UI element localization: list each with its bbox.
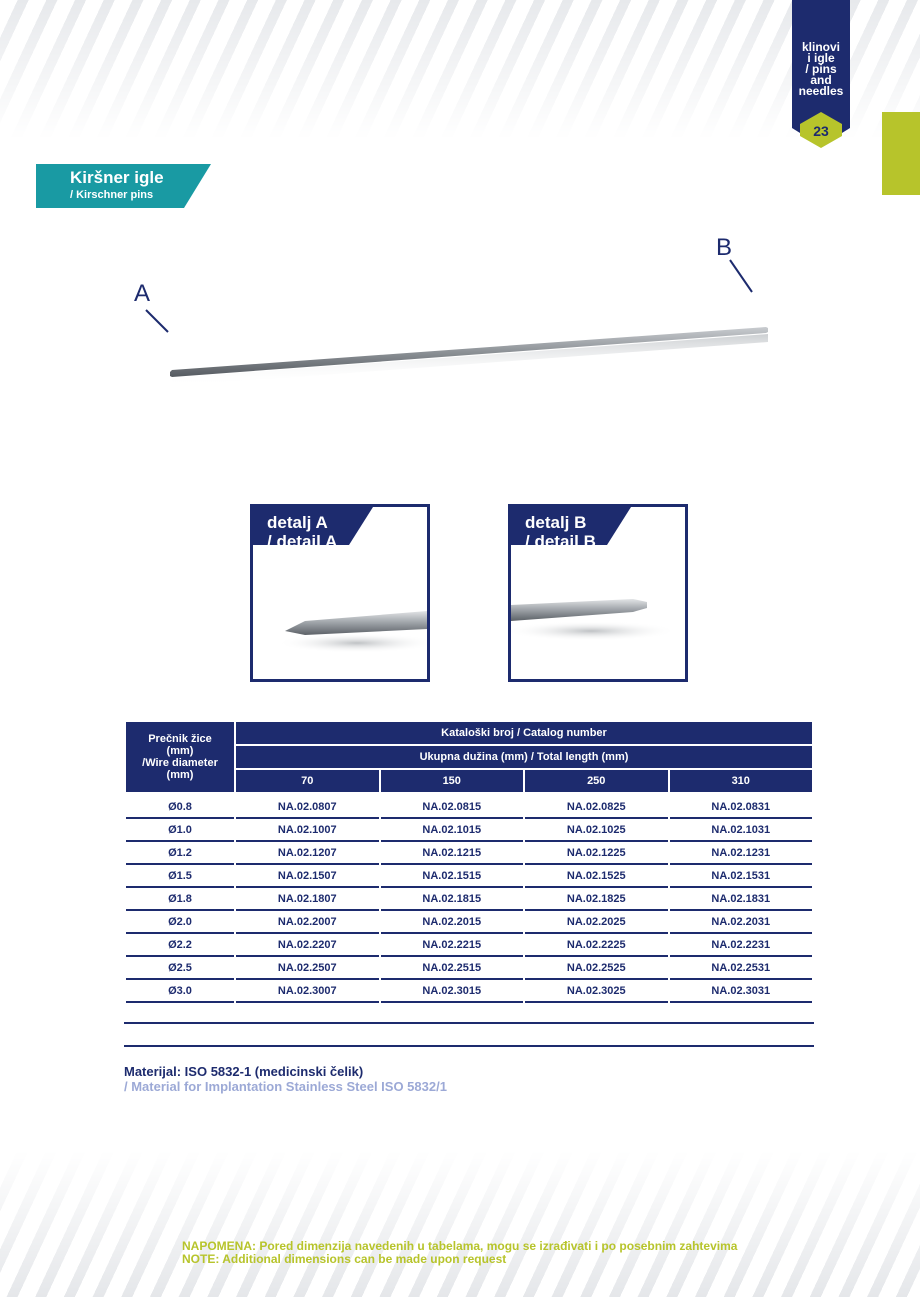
diameter-header-line: (mm)	[166, 769, 194, 781]
diameter-cell: Ø1.5	[126, 865, 234, 888]
catalog-code-cell: NA.02.1007	[236, 819, 379, 842]
catalog-code-cell: NA.02.1025	[525, 819, 668, 842]
catalog-table	[124, 722, 814, 1003]
detail-a-title	[267, 513, 337, 551]
material-info	[124, 1064, 447, 1094]
detail-a-line2: / detail A	[267, 532, 338, 551]
diameter-header	[126, 722, 234, 792]
chapter-tab	[792, 0, 850, 148]
catalog-code-cell: NA.02.3015	[381, 980, 524, 1003]
length-header: 70	[236, 770, 379, 792]
catalog-code-cell: NA.02.1225	[525, 842, 668, 865]
section-title-banner	[36, 164, 211, 208]
diameter-cell: Ø1.2	[126, 842, 234, 865]
catalog-code-cell: NA.02.1815	[381, 888, 524, 911]
chapter-tab-line: / pins	[805, 62, 837, 76]
detail-a-line1: detalj A	[267, 513, 328, 532]
catalog-number-header: Kataloški broj / Catalog number	[236, 722, 812, 746]
length-header: 250	[525, 770, 668, 792]
catalog-code-cell: NA.02.1531	[670, 865, 813, 888]
table-row	[126, 796, 812, 819]
background-stripes-bottom	[0, 1150, 920, 1297]
table-row	[126, 842, 812, 865]
diameter-cell: Ø0.8	[126, 796, 234, 819]
catalog-code-cell: NA.02.1231	[670, 842, 813, 865]
catalog-code-cell: NA.02.0815	[381, 796, 524, 819]
footer-note	[182, 1240, 737, 1266]
detail-b-box	[508, 504, 688, 682]
background-stripes-top	[0, 0, 920, 140]
detail-a-box	[250, 504, 430, 682]
material-en: / Material for Implantation Stainless Steel ISO 5832/1	[124, 1079, 447, 1094]
catalog-code-cell: NA.02.2007	[236, 911, 379, 934]
table-row	[126, 911, 812, 934]
table-empty-row-rule	[124, 1022, 814, 1024]
kirschner-pin-image	[120, 230, 800, 400]
diameter-cell: Ø3.0	[126, 980, 234, 1003]
diameter-cell: Ø2.0	[126, 911, 234, 934]
diameter-header-line: Prečnik žice	[148, 733, 212, 745]
catalog-code-cell: NA.02.1031	[670, 819, 813, 842]
side-marker	[882, 112, 920, 195]
diameter-cell: Ø1.8	[126, 888, 234, 911]
chapter-tab-line: needles	[798, 84, 844, 98]
catalog-code-cell: NA.02.1525	[525, 865, 668, 888]
table-row	[126, 980, 812, 1003]
catalog-code-cell: NA.02.2225	[525, 934, 668, 957]
catalog-code-cell: NA.02.2525	[525, 957, 668, 980]
catalog-code-cell: NA.02.0825	[525, 796, 668, 819]
catalog-code-cell: NA.02.2515	[381, 957, 524, 980]
diameter-cell: Ø1.0	[126, 819, 234, 842]
table-row	[126, 819, 812, 842]
diameter-header-line: /Wire diameter	[142, 757, 218, 769]
catalog-code-cell: NA.02.2507	[236, 957, 379, 980]
table-row	[126, 934, 812, 957]
catalog-code-cell: NA.02.0807	[236, 796, 379, 819]
label-a: A	[134, 280, 151, 307]
note-en: NOTE: Additional dimensions can be made upon request	[182, 1252, 507, 1266]
catalog-code-cell: NA.02.1507	[236, 865, 379, 888]
note-sr: NAPOMENA: Pored dimenzija navedenih u tabelama, mogu se izrađivati i po posebnim zahtevima	[182, 1239, 738, 1253]
page-number: 23	[813, 123, 829, 139]
catalog-code-cell: NA.02.2031	[670, 911, 813, 934]
detail-b-title	[525, 513, 596, 551]
catalog-code-cell: NA.02.2207	[236, 934, 379, 957]
material-sr: Materijal: ISO 5832-1 (medicinski čelik)	[124, 1064, 364, 1079]
table-row	[126, 888, 812, 911]
catalog-code-cell: NA.02.2531	[670, 957, 813, 980]
table-empty-row-rule	[124, 1045, 814, 1047]
catalog-code-cell: NA.02.1515	[381, 865, 524, 888]
chapter-tab-label	[792, 42, 850, 97]
table-row	[126, 957, 812, 980]
catalog-code-cell: NA.02.1207	[236, 842, 379, 865]
catalog-code-cell: NA.02.2025	[525, 911, 668, 934]
diameter-cell: Ø2.2	[126, 934, 234, 957]
catalog-code-cell: NA.02.1807	[236, 888, 379, 911]
catalog-code-cell: NA.02.3025	[525, 980, 668, 1003]
section-title: Kiršner igle	[70, 168, 164, 187]
length-header: 310	[670, 770, 813, 792]
catalog-code-cell: NA.02.3031	[670, 980, 813, 1003]
length-header: 150	[381, 770, 524, 792]
label-b: B	[716, 234, 733, 261]
catalog-code-cell: NA.02.2231	[670, 934, 813, 957]
table-row	[126, 865, 812, 888]
catalog-code-cell: NA.02.2015	[381, 911, 524, 934]
total-length-header: Ukupna dužina (mm) / Total length (mm)	[236, 746, 812, 770]
chapter-tab-line: klinovi	[801, 40, 840, 54]
catalog-code-cell: NA.02.1215	[381, 842, 524, 865]
detail-b-line2: / detail B	[525, 532, 596, 551]
detail-b-line1: detalj B	[525, 513, 587, 532]
catalog-code-cell: NA.02.1015	[381, 819, 524, 842]
diameter-header-line: (mm)	[166, 745, 194, 757]
catalog-code-cell: NA.02.2215	[381, 934, 524, 957]
catalog-code-cell: NA.02.1825	[525, 888, 668, 911]
chapter-tab-line: and	[810, 73, 832, 87]
pin-illustration	[120, 230, 800, 400]
chapter-tab-line: i igle	[807, 51, 835, 65]
section-subtitle: / Kirschner pins	[70, 189, 154, 201]
catalog-code-cell: NA.02.0831	[670, 796, 813, 819]
catalog-code-cell: NA.02.1831	[670, 888, 813, 911]
catalog-code-cell: NA.02.3007	[236, 980, 379, 1003]
diameter-cell: Ø2.5	[126, 957, 234, 980]
